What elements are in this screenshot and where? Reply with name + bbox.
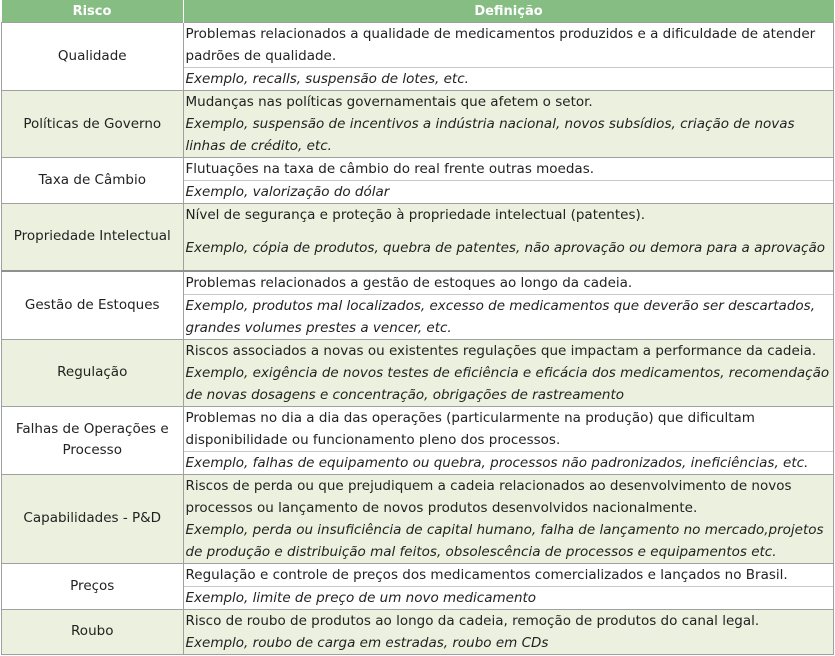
risk-definition: Risco de roubo de produtos ao longo da cadeia, remoção de produtos do canal legal. <box>185 612 760 629</box>
risk-name: Falhas de Operações e Processo <box>2 406 184 474</box>
risk-example: Exemplo, falhas de equipamento ou quebra, processos não padronizados, ineficiências, etc. <box>185 454 809 471</box>
risk-example: Exemplo, suspensão de incentivos a indústria nacional, novos subsídios, criação de novas linhas de crédito, etc. <box>185 116 795 154</box>
table-row <box>2 23 834 91</box>
risk-definition: Problemas relacionados a gestão de estoques ao longo da cadeia. <box>184 272 834 295</box>
risk-example: Exemplo, perda ou insuficiência de capital humano, falha de lançamento no mercado,projetos de produção e distribuição mal feitos, obsolescência de processos e equipamentos etc. <box>185 521 824 560</box>
column-header-definition: Definição <box>183 0 834 23</box>
risk-name: Gestão de Estoques <box>2 271 184 340</box>
risk-example: Exemplo, limite de preço de um novo medicamento <box>185 589 537 606</box>
risk-name: Políticas de Governo <box>2 91 184 158</box>
risk-name: Qualidade <box>2 23 184 91</box>
risk-name: Roubo <box>2 609 184 654</box>
risk-example: Exemplo, roubo de carga em estradas, roubo em CDs <box>185 634 549 651</box>
table-row <box>2 609 834 654</box>
risk-name: Propriedade Intelectual <box>2 204 184 271</box>
table-row <box>2 339 834 406</box>
table-row <box>2 406 834 474</box>
table-row <box>2 204 834 271</box>
table-header-row <box>2 0 834 23</box>
risk-example: Exemplo, produtos mal localizados, excesso de medicamentos que deverão ser descartados, grandes volumes prestes a vencer, etc. <box>185 297 815 336</box>
risk-name: Regulação <box>2 339 184 406</box>
risk-name: Capabilidades - P&D <box>2 474 184 563</box>
risk-definition: Flutuações na taxa de câmbio do real frente outras moedas. <box>184 158 834 181</box>
table-row <box>2 271 834 340</box>
risk-definition: Regulação e controle de preços dos medicamentos comercializados e lançados no Brasil. <box>184 564 834 587</box>
column-header-risk: Risco <box>2 0 184 23</box>
risk-definition: Problemas relacionados a qualidade de medicamentos produzidos e a dificuldade de atender padrões de qualidade. <box>184 23 834 68</box>
risk-name: Preços <box>2 563 184 609</box>
risk-definition: Riscos de perda ou que prejudiquem a cadeia relacionados ao desenvolvimento de novos processos ou lançamento de novos produtos desenvolvidos nacionalmente. <box>185 477 792 516</box>
risk-definition: Problemas no dia a dia das operações (particularmente na produção) que dificultam disponibilidade ou funcionamento pleno dos processos. <box>184 407 834 452</box>
risk-definition: Nível de segurança e proteção à propriedade intelectual (patentes). <box>185 207 646 223</box>
risk-example: Exemplo, valorização do dólar <box>185 184 390 200</box>
risk-example: Exemplo, recalls, suspensão de lotes, etc. <box>185 71 469 87</box>
risk-name: Taxa de Câmbio <box>2 158 184 204</box>
table-row <box>2 563 834 609</box>
table-row <box>2 158 834 204</box>
table-row <box>2 91 834 158</box>
table-row <box>2 474 834 563</box>
risk-table <box>1 0 834 655</box>
risk-example: Exemplo, cópia de produtos, quebra de patentes, não aprovação ou demora para a aprovação <box>185 240 825 256</box>
risk-definition: Riscos associados a novas ou existentes regulações que impactam a performance da cadeia. <box>185 342 817 359</box>
risk-definition: Mudanças nas políticas governamentais que afetem o setor. <box>185 94 593 110</box>
risk-example: Exemplo, exigência de novos testes de eficiência e eficácia dos medicamentos, recomendação de novas dosagens e concentração, obrigações de rastreamento <box>185 364 830 403</box>
